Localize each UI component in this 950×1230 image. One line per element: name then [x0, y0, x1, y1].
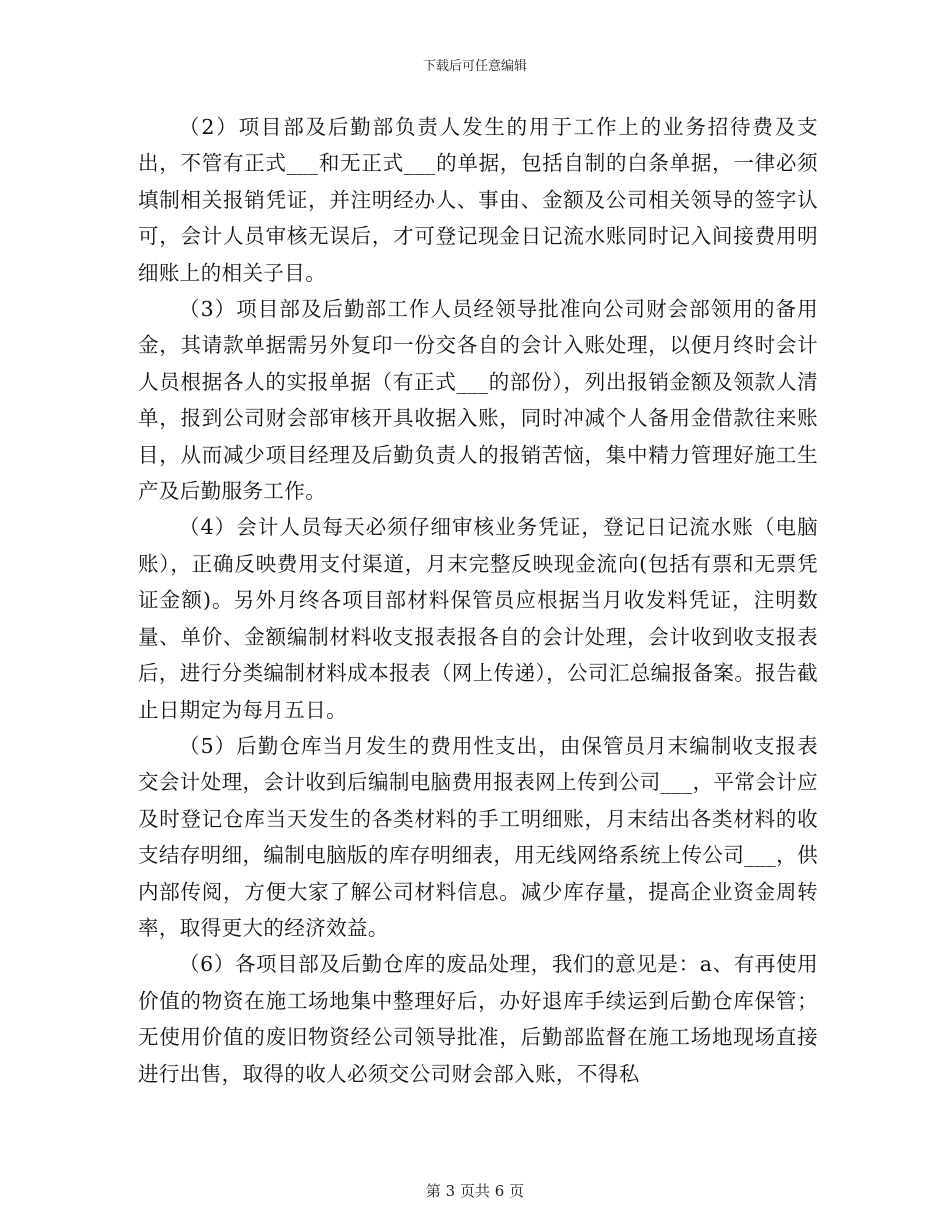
page-header: 下载后可任意编辑 — [422, 59, 527, 74]
paragraph-6: （6）各项目部及后勤仓库的废品处理，我们的意见是：a、有再使用价值的物资在施工场地集中整理好后，办好退库手续运到后勤仓库保管；无使用价值的废旧物资经公司领导批准，后勤部监督在施工场地现场直接进行出售，取得的收人必须交公司财会部入账，不得私 — [138, 952, 818, 1086]
paragraph-5: （5）后勤仓库当月发生的费用性支出，由保管员月末编制收支报表交会计处理，会计收到后编制电脑费用报表网上传到公司___，平常会计应及时登记仓库当天发生的各类材料的手工明细账，月末结出各类材料的收支结存明细，编制电脑版的库存明细表，用无线网络系统上传公司___，供内部传阅，方便大家了解公司材料信息。减少库存量，提高企业资金周转率，取得更大的经济效益。 — [138, 733, 818, 940]
paragraph-4: （4）会计人员每天必须仔细审核业务凭证，登记日记流水账（电脑账），正确反映费用支付渠道，月末完整反映现金流向(包括有票和无票凭证金额)。另外月终各项目部材料保管员应根据当月收发料凭证，注明数量、单价、金额编制材料收支报表报各自的会计处理，会计收到收支报表后，进行分类编制材料成本报表（网上传递），公司汇总编报备案。报告截止日期定为每月五日。 — [138, 515, 818, 722]
document-body — [138, 109, 818, 1092]
paragraph-2: （2）项目部及后勤部负责人发生的用于工作上的业务招待费及支出，不管有正式___和无正式___的单据，包括自制的白条单据，一律必须填制相关报销凭证，并注明经办人、事由、金额及公司相关领导的签字认可，会计人员审核无误后，才可登记现金日记流水账同时记入间接费用明细账上的相关子目。 — [138, 115, 818, 285]
page-footer: 第 3 页共 6 页 — [425, 1182, 525, 1200]
paragraph-3: （3）项目部及后勤部工作人员经领导批准向公司财会部领用的备用金，其请款单据需另外复印一份交各自的会计入账处理，以便月终时会计人员根据各人的实报单据（有正式___的部份），列出报销金额及领款人清单，报到公司财会部审核开具收据入账，同时冲减个人备用金借款往来账目，从而减少项目经理及后勤负责人的报销苦恼，集中精力管理好施工生产及后勤服务工作。 — [138, 297, 818, 504]
